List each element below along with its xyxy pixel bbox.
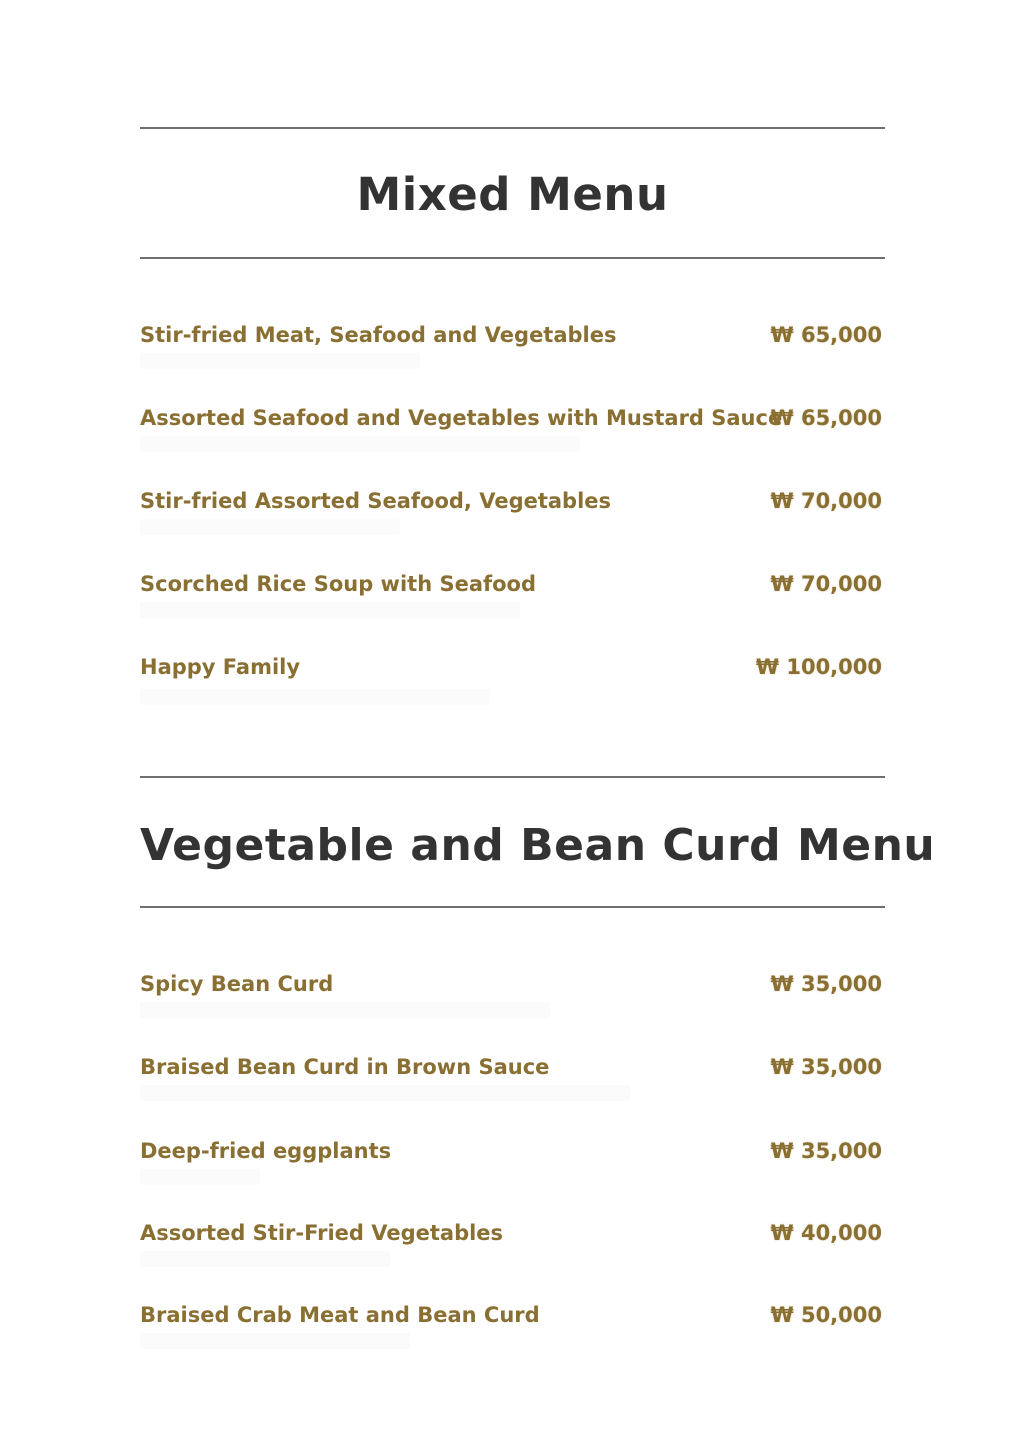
menu-item-name: Stir-fried Assorted Seafood, Vegetables	[140, 489, 612, 513]
section-bottom-divider	[140, 257, 885, 259]
menu-item-name: Scorched Rice Soup with Seafood	[140, 572, 537, 596]
menu-item	[140, 323, 885, 373]
menu-item-price: ₩ 35,000	[770, 1139, 882, 1163]
menu-item-name: Braised Bean Curd in Brown Sauce	[140, 1055, 550, 1079]
menu-item	[140, 655, 885, 705]
menu-item	[140, 1055, 885, 1105]
menu-item-price: ₩ 35,000	[770, 1055, 882, 1079]
menu-item-description-placeholder	[140, 1333, 410, 1349]
menu-item	[140, 406, 885, 456]
section-title: Vegetable and Bean Curd Menu	[140, 820, 936, 871]
menu-item-name: Happy Family	[140, 655, 301, 679]
menu-item-description-placeholder	[140, 1251, 390, 1267]
menu-item	[140, 1221, 885, 1271]
menu-item-price: ₩ 70,000	[770, 572, 882, 596]
menu-item	[140, 972, 885, 1022]
menu-item	[140, 489, 885, 539]
menu-item-name: Stir-fried Meat, Seafood and Vegetables	[140, 323, 617, 347]
menu-item-name: Spicy Bean Curd	[140, 972, 334, 996]
menu-item	[140, 572, 885, 622]
menu-item-name: Assorted Seafood and Vegetables with Mustard Sauce	[140, 406, 783, 430]
menu-item-name: Assorted Stir-Fried Vegetables	[140, 1221, 504, 1245]
menu-item	[140, 1139, 885, 1189]
menu-item	[140, 1303, 885, 1353]
menu-item-price: ₩ 65,000	[770, 323, 882, 347]
menu-item-price: ₩ 40,000	[770, 1221, 882, 1245]
section-bottom-divider	[140, 906, 885, 908]
menu-item-description-placeholder	[140, 689, 490, 705]
section-top-divider	[140, 127, 885, 129]
menu-item-price: ₩ 35,000	[770, 972, 882, 996]
menu-item-description-placeholder	[140, 353, 420, 369]
menu-item-description-placeholder	[140, 1169, 260, 1185]
section-top-divider	[140, 776, 885, 778]
menu-item-description-placeholder	[140, 602, 520, 618]
menu-item-description-placeholder	[140, 519, 400, 535]
menu-item-price: ₩ 65,000	[770, 406, 882, 430]
menu-item-description-placeholder	[140, 436, 580, 452]
menu-item-name: Deep-fried eggplants	[140, 1139, 392, 1163]
menu-item-price: ₩ 100,000	[755, 655, 882, 679]
menu-item-description-placeholder	[140, 1085, 630, 1101]
menu-item-price: ₩ 50,000	[770, 1303, 882, 1327]
menu-item-name: Braised Crab Meat and Bean Curd	[140, 1303, 540, 1327]
menu-item-price: ₩ 70,000	[770, 489, 882, 513]
section-title: Mixed Menu	[356, 168, 669, 221]
menu-item-description-placeholder	[140, 1002, 550, 1018]
